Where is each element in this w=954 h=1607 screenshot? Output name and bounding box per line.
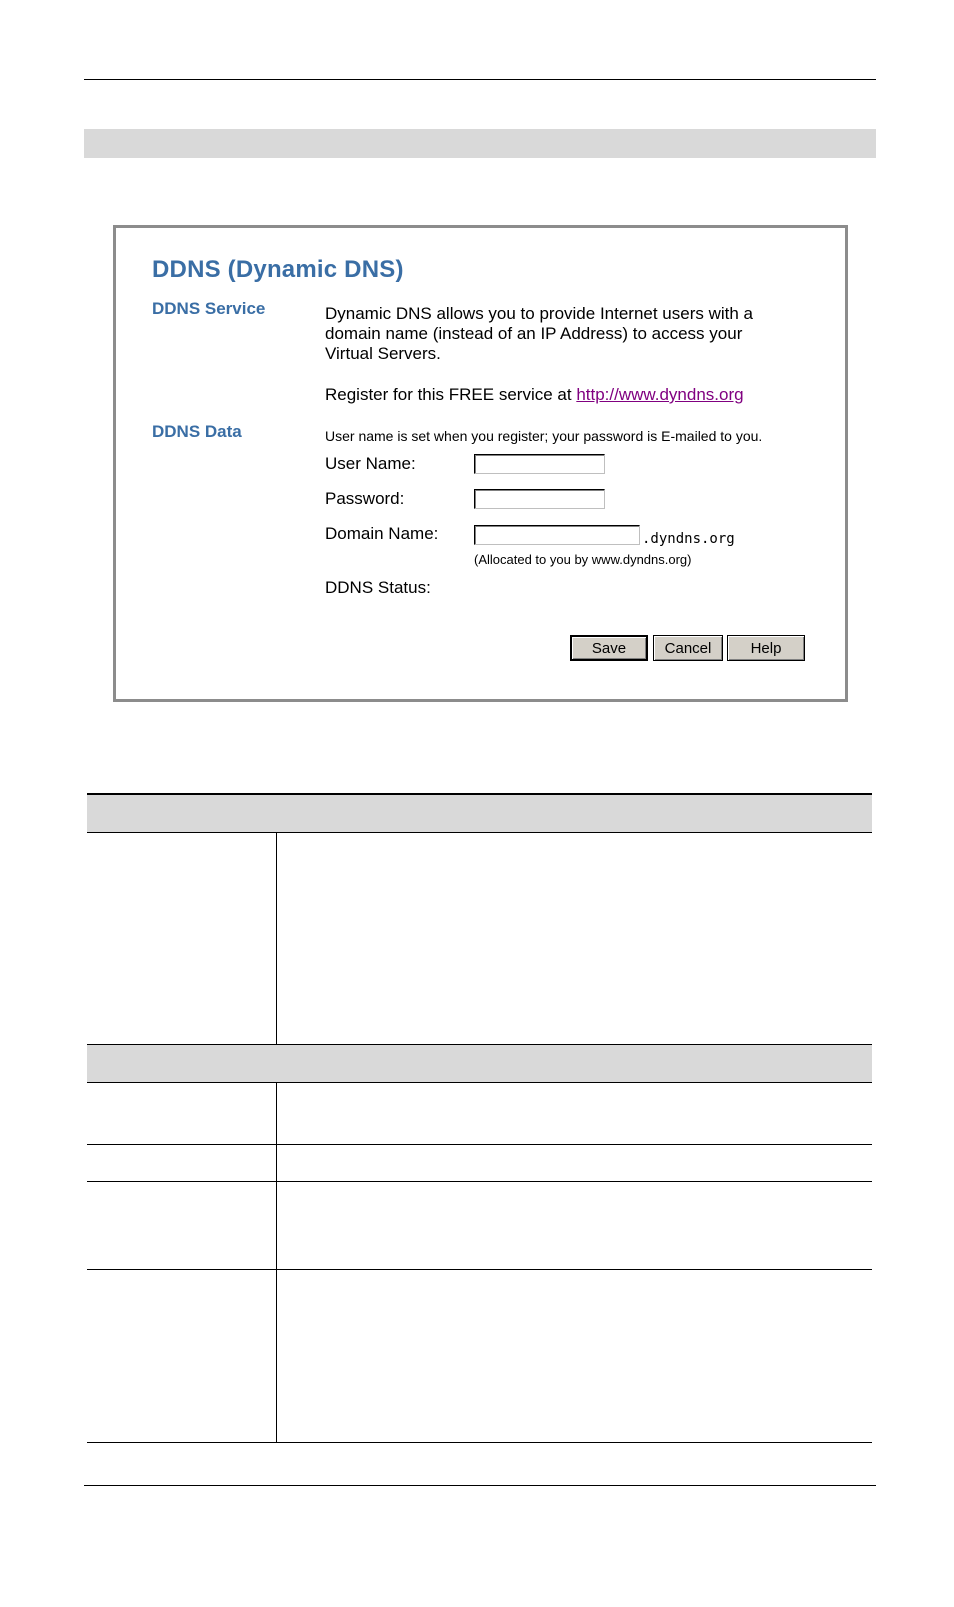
table-row	[87, 1083, 872, 1144]
domain-suffix: .dyndns.org	[642, 531, 735, 547]
user-name-label: User Name:	[325, 454, 416, 473]
password-label: Password:	[325, 489, 405, 508]
table-section-header-2	[87, 1045, 872, 1082]
table-row	[87, 1145, 872, 1181]
table-row	[87, 1182, 872, 1269]
table-column-divider	[276, 833, 277, 1044]
cancel-button[interactable]: Cancel	[653, 635, 723, 661]
header-rule	[84, 79, 876, 80]
ddns-screen	[113, 225, 848, 702]
help-button[interactable]: Help	[727, 635, 805, 661]
domain-hint: (Allocated to you by www.dyndns.org)	[474, 552, 692, 567]
service-description-line-3: Virtual Servers.	[325, 344, 441, 363]
save-button[interactable]: Save	[570, 635, 648, 661]
dyndns-link[interactable]: http://www.dyndns.org	[576, 385, 744, 404]
ddns-service-label: DDNS Service	[152, 299, 266, 318]
section-heading-band	[84, 129, 876, 158]
description-table	[87, 793, 872, 1443]
service-description-line-1: Dynamic DNS allows you to provide Internet users with a	[325, 304, 754, 323]
user-name-input[interactable]	[474, 454, 605, 474]
ddns-status-label: DDNS Status:	[325, 578, 431, 597]
footer-rule	[84, 1485, 876, 1486]
domain-name-label: Domain Name:	[325, 524, 439, 543]
ddns-data-label: DDNS Data	[152, 422, 242, 441]
password-input[interactable]	[474, 489, 605, 509]
table-row	[87, 833, 872, 1044]
table-column-divider	[276, 1083, 277, 1442]
table-section-header-1	[87, 795, 872, 832]
ddns-data-note: User name is set when you register; your password is E-mailed to you.	[325, 428, 763, 444]
page-title: DDNS (Dynamic DNS)	[152, 256, 404, 283]
domain-name-input[interactable]	[474, 525, 640, 545]
service-description-line-2: domain name (instead of an IP Address) to access your	[325, 324, 743, 343]
table-row	[87, 1270, 872, 1442]
register-line	[325, 385, 744, 405]
register-text: Register for this FREE service at	[325, 385, 577, 404]
table-bottom-rule	[87, 1442, 872, 1443]
